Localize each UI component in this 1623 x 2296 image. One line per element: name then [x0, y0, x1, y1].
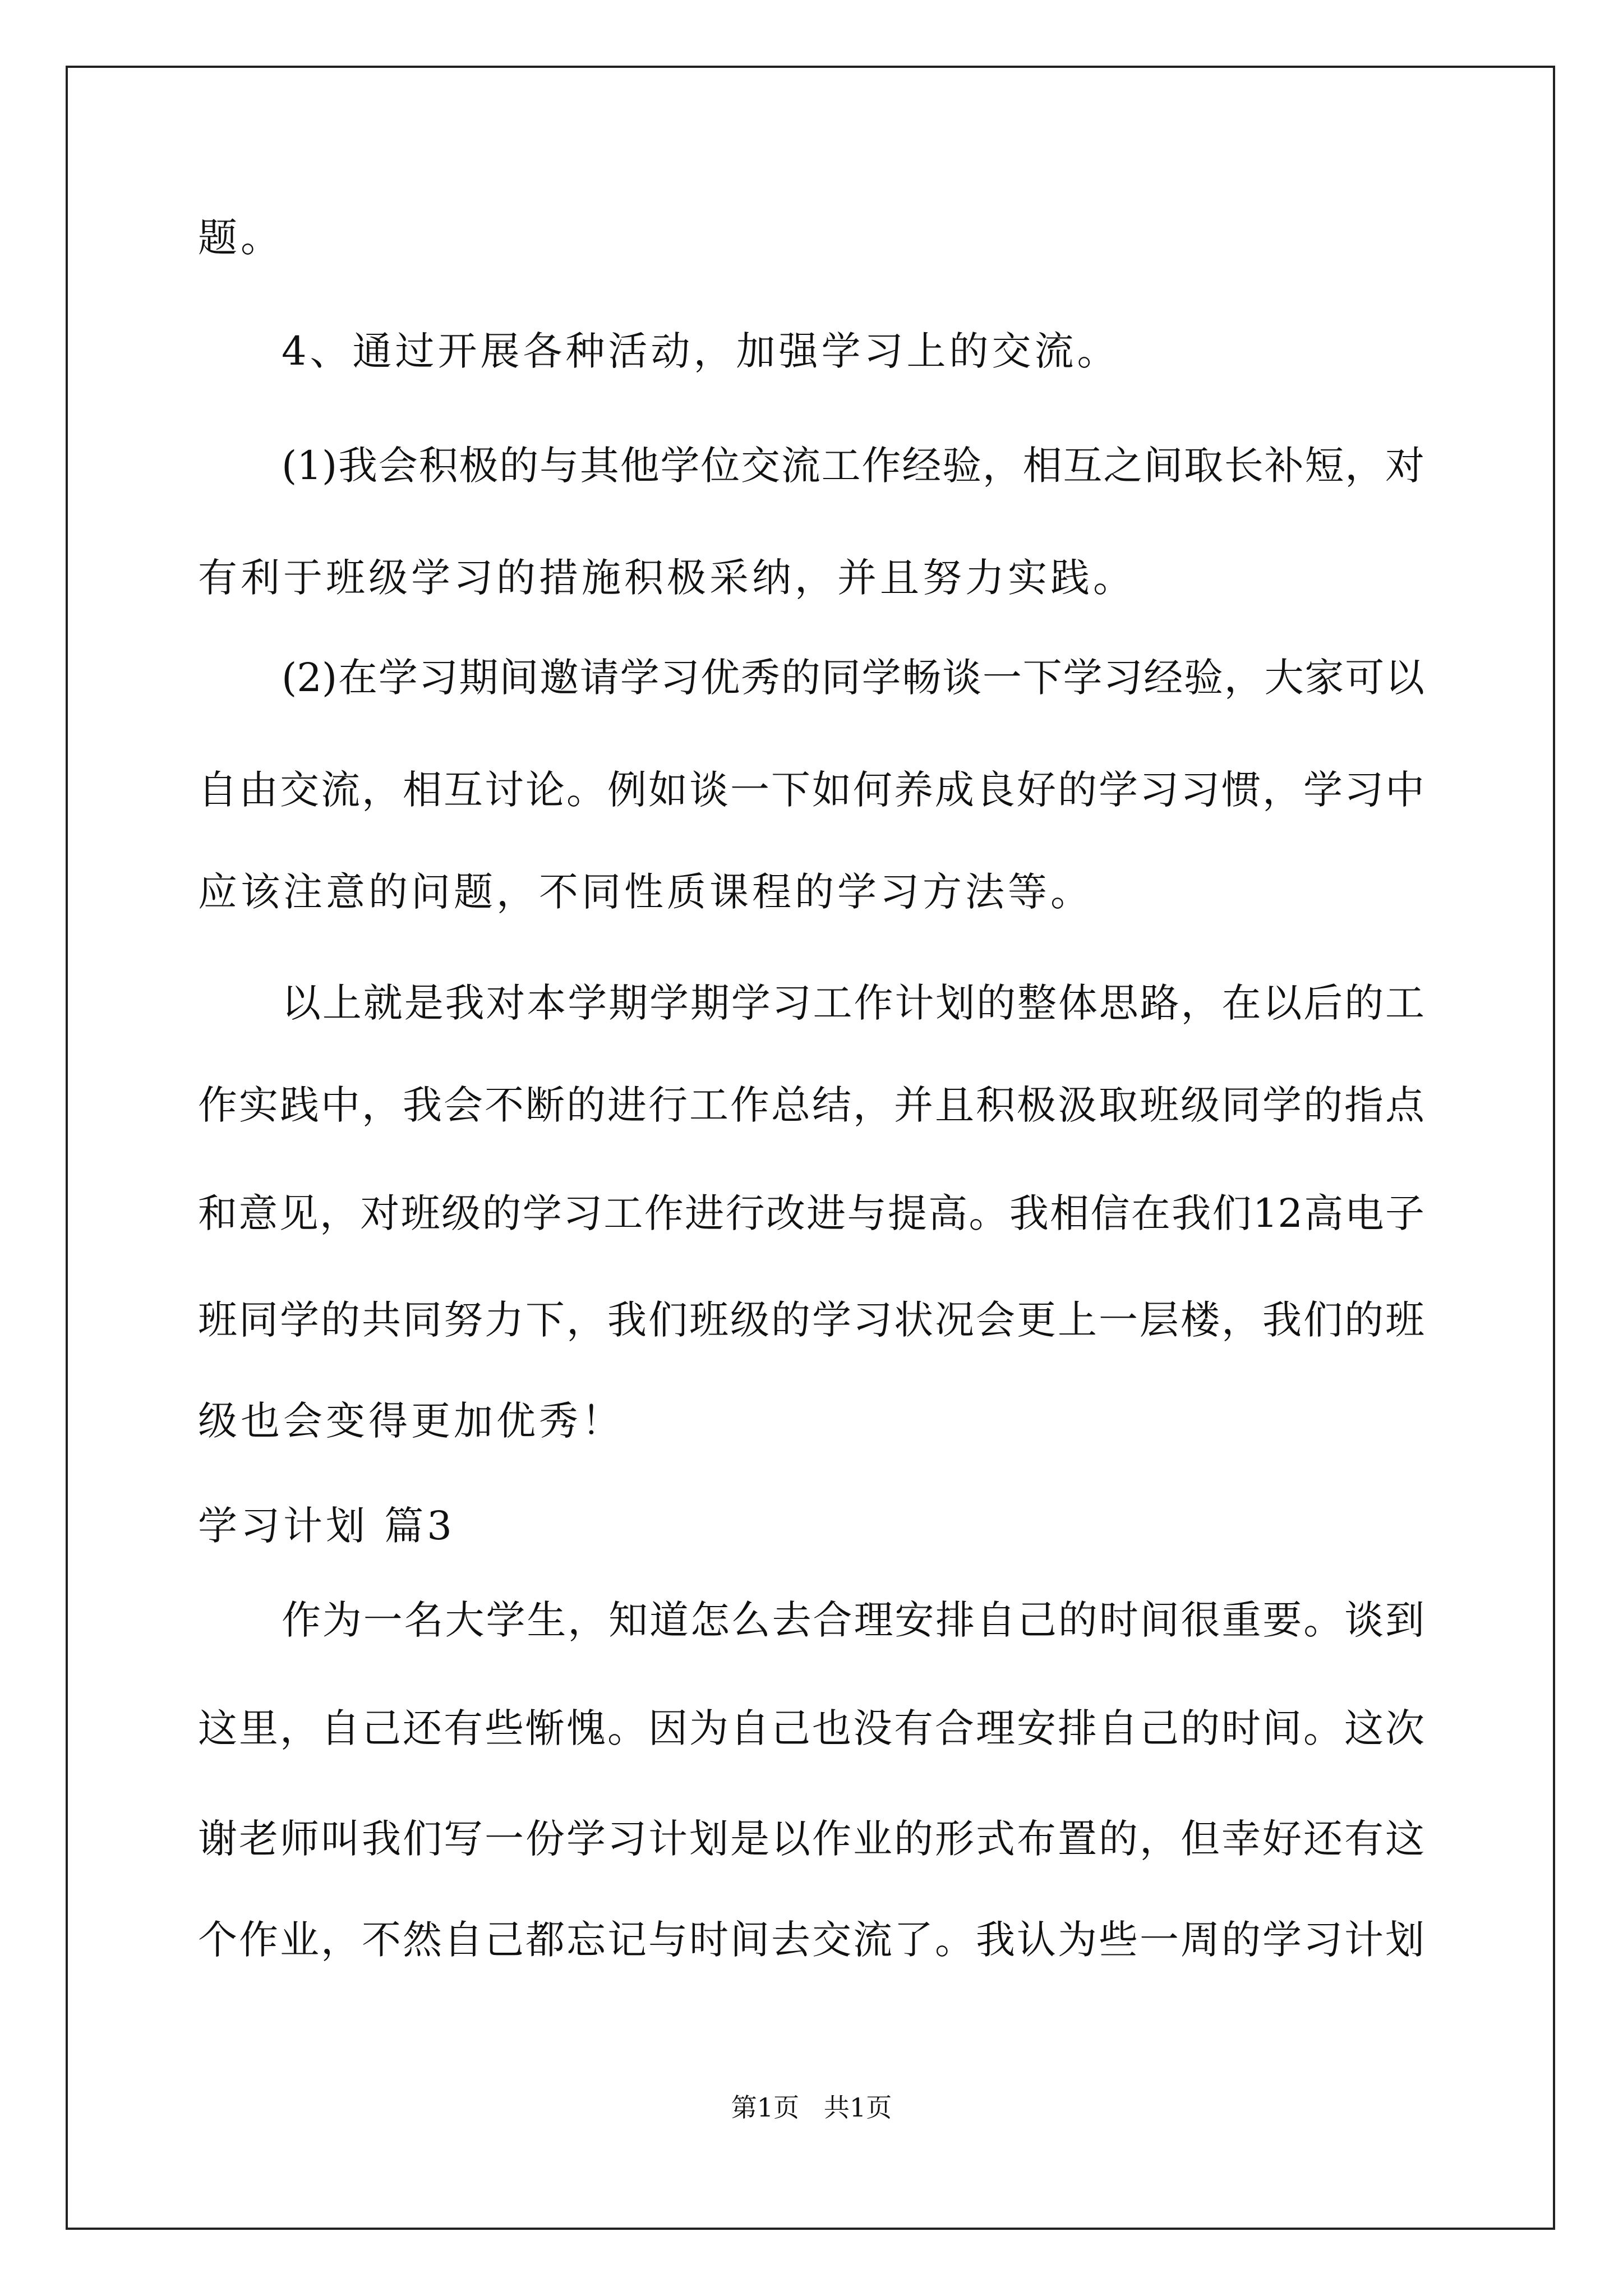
page-border — [66, 66, 1555, 2230]
text-line: 级也会变得更加优秀！ — [198, 1398, 624, 1444]
text-line: 题。 — [198, 215, 283, 261]
text-line: 应该注意的问题，不同性质课程的学习方法等。 — [198, 869, 1093, 915]
text-line: (1)我会积极的与其他学位交流工作经验，相互之间取长补短，对 — [282, 443, 1424, 489]
section-heading: 学习计划 篇3 — [198, 1503, 455, 1549]
text-line: 作为一名大学生，知道怎么去合理安排自己的时间很重要。谈到 — [282, 1597, 1424, 1643]
text-line: 自由交流，相互讨论。例如谈一下如何养成良好的学习习惯，学习中 — [198, 767, 1424, 813]
page-footer: 第1页 共1页 — [731, 2092, 892, 2123]
text-line: 谢老师叫我们写一份学习计划是以作业的形式布置的，但幸好还有这 — [198, 1816, 1424, 1862]
text-line: 班同学的共同努力下，我们班级的学习状况会更上一层楼，我们的班 — [198, 1297, 1424, 1343]
text-line: 作实践中，我会不断的进行工作总结，并且积极汲取班级同学的指点 — [198, 1082, 1424, 1128]
text-line: 和意见，对班级的学习工作进行改进与提高。我相信在我们12高电子 — [198, 1190, 1424, 1236]
text-line: 有利于班级学习的措施积极采纳，并且努力实践。 — [198, 555, 1136, 601]
text-line: 以上就是我对本学期学期学习工作计划的整体思路，在以后的工 — [282, 980, 1424, 1026]
text-line: (2)在学习期间邀请学习优秀的同学畅谈一下学习经验，大家可以 — [282, 655, 1424, 701]
text-line: 这里，自己还有些惭愧。因为自己也没有合理安排自己的时间。这次 — [198, 1705, 1424, 1751]
text-line: 4、通过开展各种活动，加强学习上的交流。 — [282, 328, 1120, 374]
text-line: 个作业，不然自己都忘记与时间去交流了。我认为些一周的学习计划 — [198, 1917, 1424, 1963]
